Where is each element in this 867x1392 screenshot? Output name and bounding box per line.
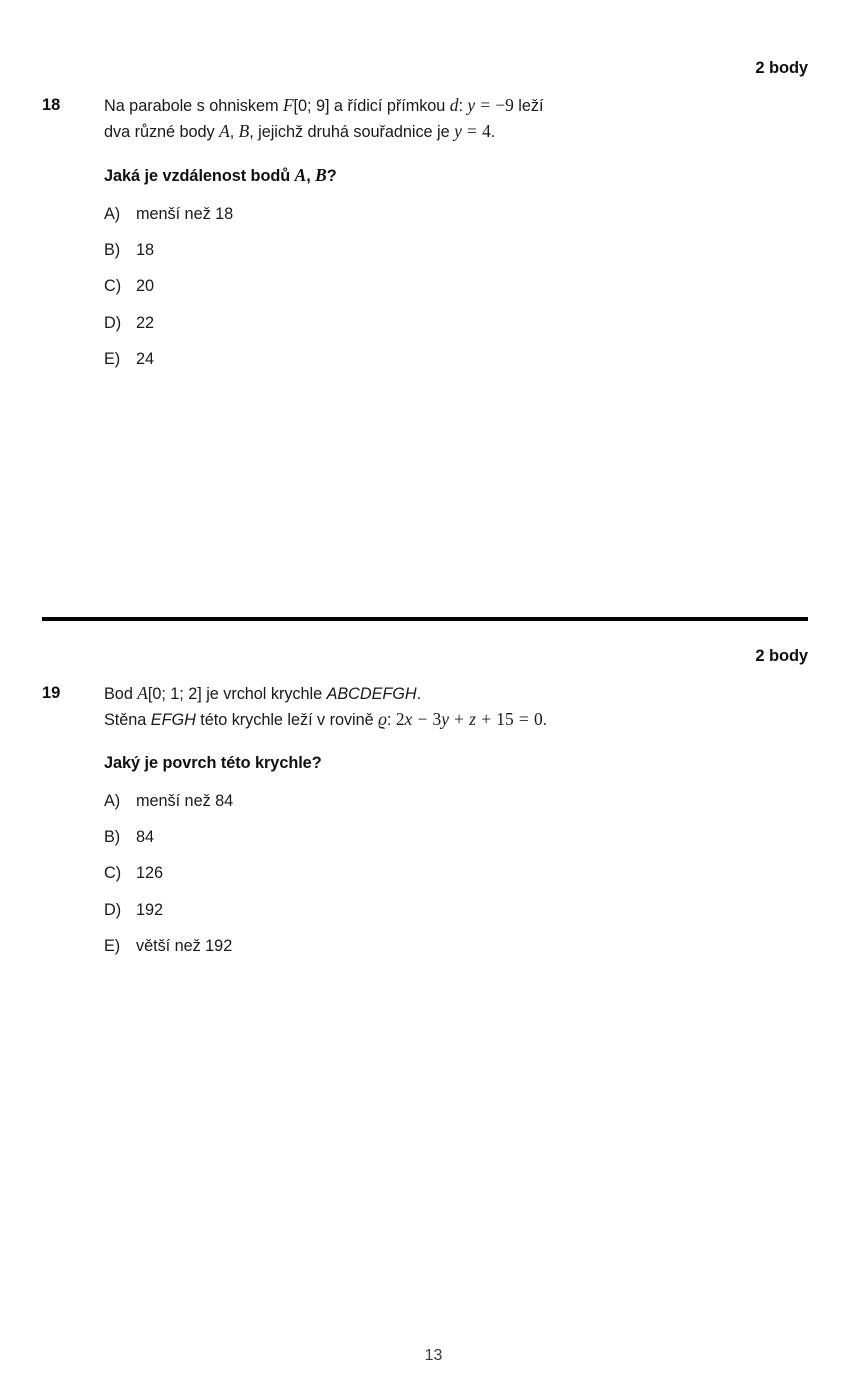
math-token: A xyxy=(137,682,148,703)
math-token: + xyxy=(449,709,469,729)
math-token: = xyxy=(514,709,533,729)
question-content-18 xyxy=(104,93,808,384)
option-letter: A) xyxy=(104,204,121,223)
math-token: − xyxy=(413,709,432,729)
answer-option[interactable] xyxy=(104,347,808,383)
question-body-18 xyxy=(42,93,808,384)
math-token: 3 xyxy=(432,709,442,729)
question-number-18: 18 xyxy=(42,95,61,114)
option-letter: D) xyxy=(104,900,122,919)
math-token: z xyxy=(469,709,476,729)
option-letter: C) xyxy=(104,864,122,883)
answer-option[interactable] xyxy=(104,274,808,310)
math-token: −9 xyxy=(495,94,514,115)
option-text: menší než 84 xyxy=(136,791,234,810)
option-letter: A) xyxy=(104,791,121,810)
math-token: ϱ xyxy=(378,709,387,729)
stem-line: Stěna EFGH této krychle leží v rovině ϱ: 2x − 3y + z + 15 = 0. xyxy=(104,709,548,729)
math-token: x xyxy=(404,709,413,729)
math-token: B xyxy=(238,121,250,141)
answer-option[interactable] xyxy=(104,825,808,861)
math-token: 15 xyxy=(496,709,514,729)
section-divider xyxy=(42,617,808,621)
math-token: A xyxy=(219,121,230,141)
math-token: ABCDEFGH xyxy=(326,684,417,703)
stem-line: Na parabole s ohniskem F[0; 9] a řídicí přímkou d: y = −9 leží xyxy=(104,94,544,115)
question-block-18 xyxy=(42,60,808,383)
answer-options-19 xyxy=(104,789,808,971)
math-token: A xyxy=(294,164,307,185)
math-token: + xyxy=(476,709,496,729)
math-token: d xyxy=(449,94,459,115)
question-number-19: 19 xyxy=(42,683,61,702)
points-label-19: 2 body xyxy=(755,647,808,665)
option-letter: B) xyxy=(104,240,121,259)
math-token: y xyxy=(441,709,449,729)
option-text: 22 xyxy=(136,313,155,332)
option-text: 24 xyxy=(136,350,155,369)
math-token: 2 xyxy=(395,709,405,729)
question-prompt-19: Jaký je povrch této krychle? xyxy=(104,753,322,772)
question-stem-18 xyxy=(104,93,808,146)
math-token: = xyxy=(476,94,495,115)
option-text: 192 xyxy=(136,900,164,919)
answer-options-18 xyxy=(104,202,808,384)
math-token: F xyxy=(282,94,294,115)
question-content-19 xyxy=(104,681,808,971)
option-letter: D) xyxy=(104,313,122,332)
answer-option[interactable] xyxy=(104,202,808,238)
question-stem-19 xyxy=(104,681,808,734)
answer-option[interactable] xyxy=(104,861,808,897)
answer-option[interactable] xyxy=(104,934,808,970)
question-prompt-18: Jaká je vzdálenost bodů A, B? xyxy=(104,164,337,185)
answer-option[interactable] xyxy=(104,789,808,825)
question-body-19 xyxy=(42,681,808,971)
stem-line: Bod A[0; 1; 2] je vrchol krychle ABCDEFGH. xyxy=(104,682,422,703)
stem-line: dva různé body A, B, jejichž druhá souřadnice je y = 4. xyxy=(104,121,496,141)
answer-option[interactable] xyxy=(104,898,808,934)
option-letter: E) xyxy=(104,937,121,956)
option-text: větší než 192 xyxy=(136,937,233,956)
option-letter: B) xyxy=(104,827,121,846)
math-token: y xyxy=(467,94,476,115)
page-number: 13 xyxy=(424,1347,443,1364)
answer-option[interactable] xyxy=(104,311,808,347)
math-token: 0 xyxy=(533,709,543,729)
option-text: 84 xyxy=(136,827,155,846)
option-text: 126 xyxy=(136,864,164,883)
math-token: B xyxy=(315,164,327,185)
option-letter: C) xyxy=(104,277,122,296)
math-token: y xyxy=(454,121,462,141)
math-token: EFGH xyxy=(150,711,196,729)
option-text: 20 xyxy=(136,277,155,296)
points-label-18: 2 body xyxy=(755,59,808,77)
math-token: = xyxy=(462,121,482,141)
answer-option[interactable] xyxy=(104,238,808,274)
question-block-19 xyxy=(42,648,808,970)
option-text: menší než 18 xyxy=(136,204,234,223)
option-letter: E) xyxy=(104,350,121,369)
option-text: 18 xyxy=(136,240,155,259)
math-token: 4 xyxy=(482,121,491,141)
